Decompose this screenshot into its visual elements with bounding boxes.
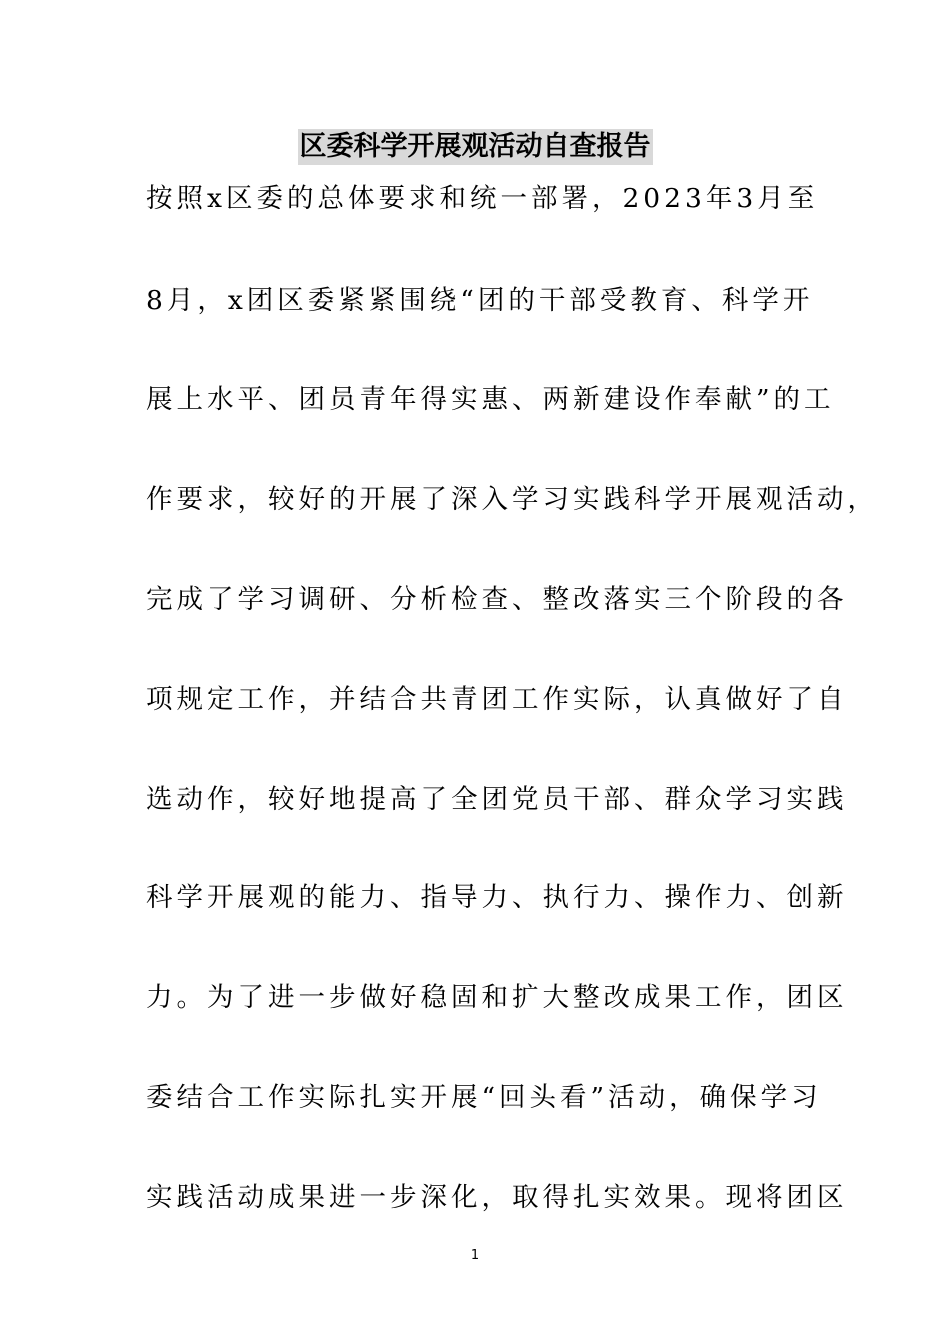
body-line-3: 展上水平、团员青年得实惠、两新建设作奉献”的工 [146,384,835,415]
body-line-2: 8月，x团区委紧紧围绕“团的干部受教育、科学开 [146,285,814,316]
body-line-4: 作要求，较好的开展了深入学习实践科学开展观活动， [146,484,878,515]
body-line-5: 完成了学习调研、分析检查、整改落实三个阶段的各 [146,584,848,615]
document-title: 区委科学开展观活动自查报告 [298,129,653,165]
body-line-1: 按照x区委的总体要求和统一部署，2023年3月至 [146,183,819,214]
body-line-9: 力。为了进一步做好稳固和扩大整改成果工作，团区 [146,982,848,1013]
body-line-8: 科学开展观的能力、指导力、执行力、操作力、创新 [146,882,848,913]
document-title-container [0,129,950,169]
body-line-7: 选动作，较好地提高了全团党员干部、群众学习实践 [146,784,848,815]
body-line-10: 委结合工作实际扎实开展“回头看”活动，确保学习 [146,1082,822,1113]
body-line-6: 项规定工作，并结合共青团工作实际，认真做好了自 [146,684,848,715]
page-number: 1 [470,1248,480,1263]
body-line-11: 实践活动成果进一步深化，取得扎实效果。现将团区 [146,1182,848,1213]
